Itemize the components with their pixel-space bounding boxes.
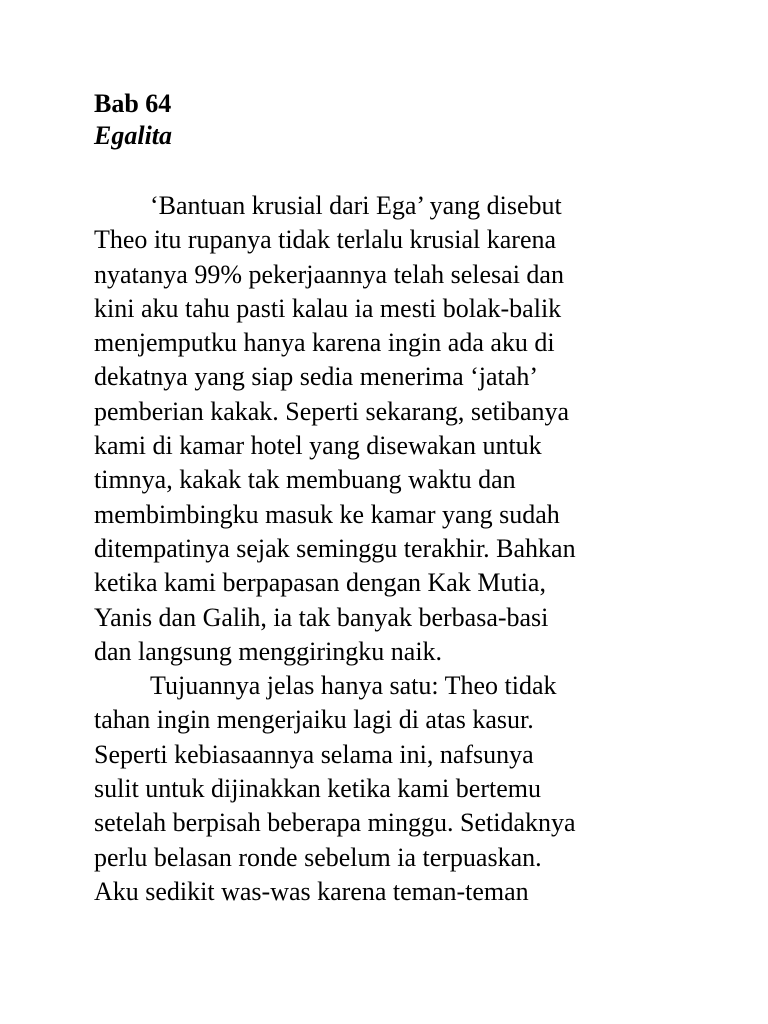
text-line: tahan ingin mengerjaiku lagi di atas kasur.: [94, 705, 534, 735]
text-line: kami di kamar hotel yang disewakan untuk: [94, 431, 542, 461]
paragraph: [94, 669, 694, 909]
text-line: dekatnya yang siap sedia menerima ‘jatah’: [94, 362, 538, 392]
text-line: sulit untuk dijinakkan ketika kami bertemu: [94, 774, 541, 804]
chapter-number: Bab 64: [94, 89, 172, 118]
text-line: Seperti kebiasaannya selama ini, nafsunya: [94, 739, 534, 769]
text-line: Aku sedikit was-was karena teman-teman: [94, 876, 529, 906]
text-line: membimbingku masuk ke kamar yang sudah: [94, 499, 560, 529]
chapter-heading: [94, 88, 694, 152]
text-line: Tujuannya jelas hanya satu: Theo tidak: [150, 671, 557, 701]
text-line: Theo itu rupanya tidak terlalu krusial karena: [94, 225, 557, 255]
chapter-title: Egalita: [94, 121, 173, 150]
text-line: kini aku tahu pasti kalau ia mesti bolak-balik: [94, 293, 562, 323]
text-line: pemberian kakak. Seperti sekarang, setibanya: [94, 396, 570, 426]
body-text: [94, 189, 694, 909]
text-line: timnya, kakak tak membuang waktu dan: [94, 465, 516, 495]
text-line: Yanis dan Galih, ia tak banyak berbasa-basi: [94, 602, 549, 632]
text-line: menjemputku hanya karena ingin ada aku di: [94, 328, 555, 358]
text-line: ketika kami berpapasan dengan Kak Mutia,: [94, 568, 546, 598]
text-line: dan langsung menggiringku naik.: [94, 636, 443, 666]
text-line: ‘Bantuan krusial dari Ega’ yang disebut: [150, 191, 562, 220]
text-line: setelah berpisah beberapa minggu. Setidaknya: [94, 808, 576, 838]
text-line: perlu belasan ronde sebelum ia terpuaskan.: [94, 842, 542, 872]
text-line: nyatanya 99% pekerjaannya telah selesai dan: [94, 259, 564, 289]
text-line: ditempatinya sejak seminggu terakhir. Bahkan: [94, 533, 576, 563]
paragraph: [94, 189, 694, 669]
